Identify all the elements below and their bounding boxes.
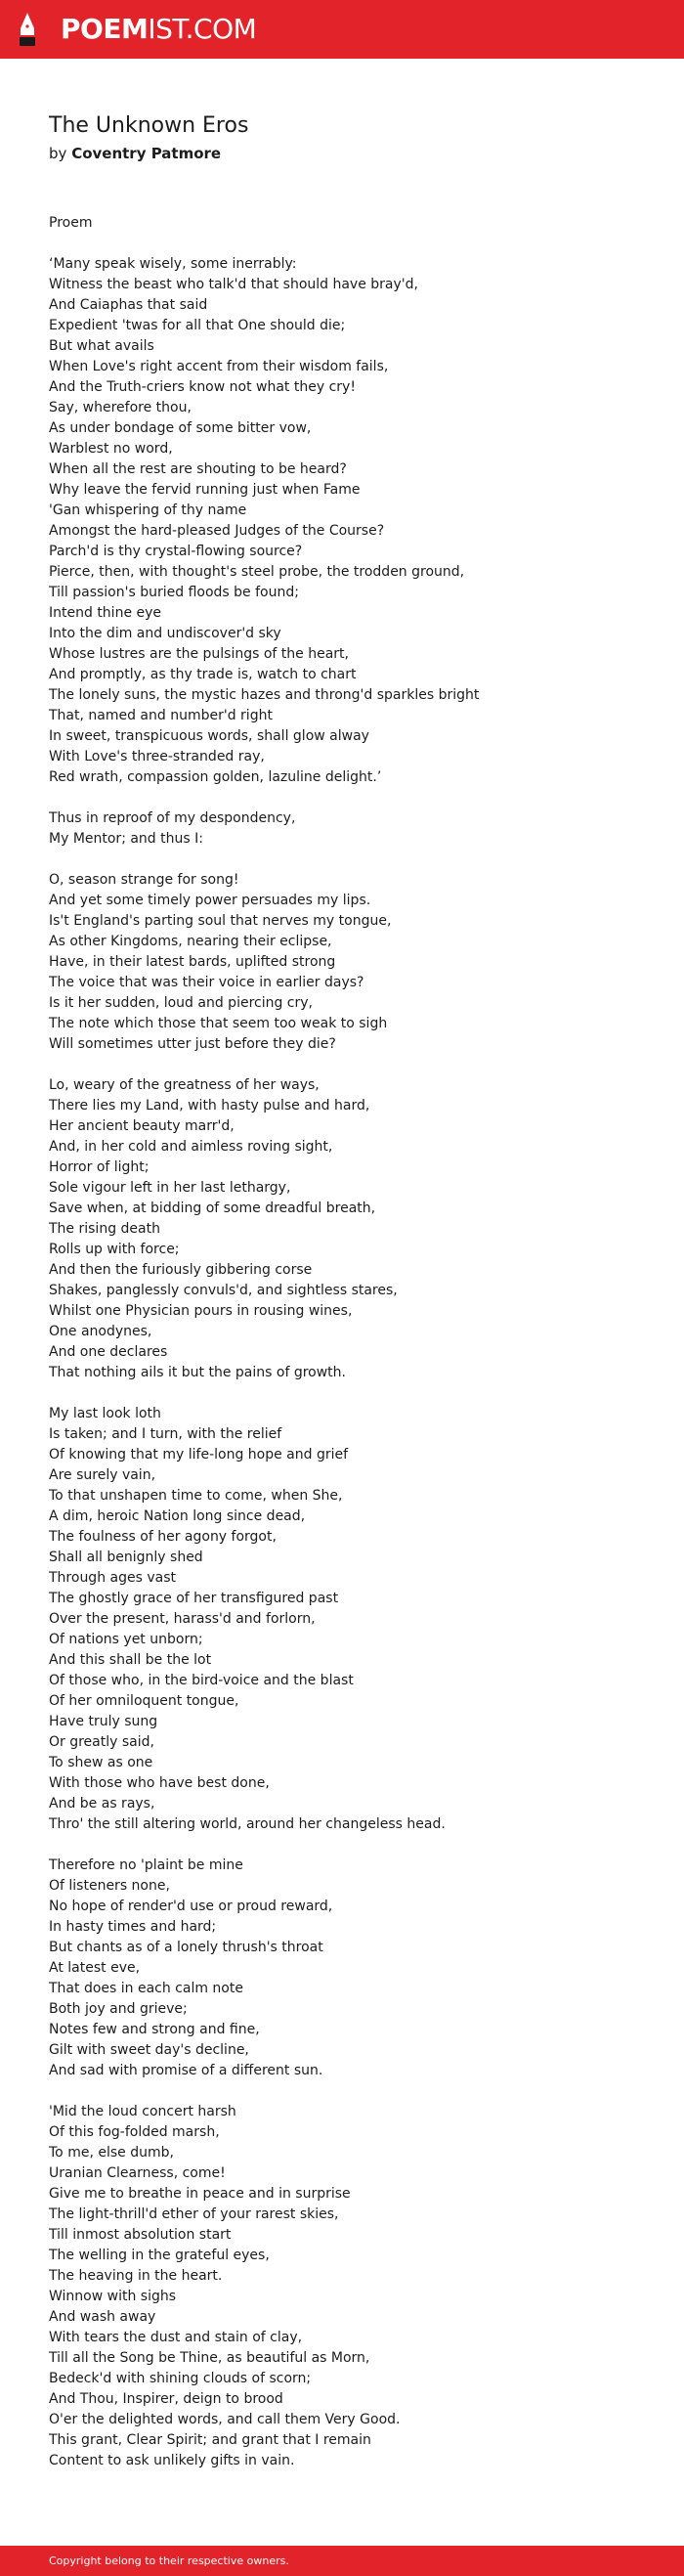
poem-line: Are surely vain, (49, 1467, 156, 1483)
poem-line: Of those who, in the bird-voice and the blast (49, 1673, 354, 1688)
poem-line: Her ancient beauty marr'd, (49, 1118, 235, 1134)
poem-line: O, season strange for song! (49, 872, 239, 888)
poem-line: Till passion's buried floods be found; (49, 585, 299, 600)
poem-line: This grant, Clear Spirit; and grant that I remain (49, 2432, 371, 2448)
poem-line: Sole vigour left in her last lethargy, (49, 1180, 291, 1196)
poem-line: There lies my Land, with hasty pulse and hard, (49, 1098, 370, 1113)
poem-line: Notes few and strong and fine, (49, 2022, 260, 2037)
poem-line: Both joy and grieve; (49, 2001, 188, 2017)
poem-line: Lo, weary of the greatness of her ways, (49, 1077, 320, 1093)
poem-line: Warblest no word, (49, 441, 173, 457)
poem-line: At latest eve, (49, 1960, 141, 1976)
poem-line: Content to ask unlikely gifts in vain. (49, 2453, 295, 2468)
poem-line: And this shall be the lot (49, 1652, 212, 1668)
stanza-break (49, 1383, 655, 1404)
stanza-break (49, 1835, 655, 1856)
poem-line: Give me to breathe in peace and in surprise (49, 2186, 351, 2202)
poem-line: To that unshapen time to come, when She, (49, 1488, 343, 1504)
poem-line: Amongst the hard-pleased Judges of the Course? (49, 523, 385, 539)
poem-line: But what avails (49, 338, 154, 354)
stanza-break (49, 850, 655, 870)
poem-line: That nothing ails it but the pains of growth. (49, 1365, 346, 1380)
poem-line: My last look loth (49, 1406, 161, 1421)
poem-line: Or greatly said, (49, 1734, 154, 1750)
poem-line: Will sometimes utter just before they die? (49, 1036, 336, 1052)
author-name: Coventry Patmore (71, 145, 222, 162)
site-footer (0, 2546, 684, 2576)
poem-line: With those who have best done, (49, 1775, 270, 1791)
poem-line: And Thou, Inspirer, deign to brood (49, 2391, 283, 2407)
poem-line: Save when, at bidding of some dreadful breath, (49, 1201, 376, 1216)
poem-line: Winnow with sighs (49, 2289, 177, 2304)
stanza-break (49, 2081, 655, 2102)
poem-line: The heaving in the heart. (49, 2268, 223, 2284)
poem-line: No hope of render'd use or proud reward, (49, 1899, 333, 1914)
poem-line: To shew as one (49, 1755, 153, 1770)
poem-line: And sad with promise of a different sun. (49, 2063, 323, 2078)
poem-line: My Mentor; and thus I: (49, 831, 203, 847)
poem-line: Through ages vast (49, 1570, 176, 1586)
poem-line: Till all the Song be Thine, as beautiful as Morn, (49, 2350, 370, 2366)
poem-line: And, in her cold and aimless roving sight, (49, 1139, 333, 1155)
poem-line: 'Gan whispering of thy name (49, 502, 247, 518)
poem-line: Why leave the fervid running just when Fame (49, 482, 361, 498)
poem-line: Parch'd is thy crystal-flowing source? (49, 544, 303, 559)
poem-line: And the Truth-criers know not what they cry! (49, 379, 356, 395)
stanza-break (49, 234, 655, 254)
poem-line: Have, in their latest bards, uplifted strong (49, 954, 336, 970)
poem-line: The note which those that seem too weak to sigh (49, 1016, 388, 1031)
poem-line: The rising death (49, 1221, 160, 1237)
poem-line: Expedient 'twas for all that One should die; (49, 318, 346, 333)
poem-line: Gilt with sweet day's decline, (49, 2042, 249, 2058)
poem-line: And yet some timely power persuades my lips. (49, 893, 371, 908)
logo-rest-text: IST.COM (148, 13, 257, 45)
poem-line: Horror of light; (49, 1159, 150, 1175)
poem-line: Of knowing that my life-long hope and grief (49, 1447, 349, 1463)
poem-line: In hasty times and hard; (49, 1919, 217, 1935)
poem-line: And be as rays, (49, 1796, 155, 1812)
poem-line: Proem (49, 215, 93, 231)
poem-line: With tears the dust and stain of clay, (49, 2330, 303, 2345)
poem-line: And promptly, as thy trade is, watch to chart (49, 667, 357, 682)
poem-line: The lonely suns, the mystic hazes and throng'd sparkles bright (49, 687, 480, 703)
poem-line: The welling in the grateful eyes, (49, 2248, 270, 2263)
poem-line: A dim, heroic Nation long since dead, (49, 1508, 306, 1524)
poem-line: Of listeners none, (49, 1878, 170, 1894)
stanza-break (49, 788, 655, 808)
poem-line: Have truly sung (49, 1714, 158, 1729)
poem-line: When Love's right accent from their wisdom fails, (49, 359, 389, 374)
poem-line: Is taken; and I turn, with the relief (49, 1426, 282, 1442)
poem-line: Therefore no 'plaint be mine (49, 1857, 243, 1873)
poem-line: And one declares (49, 1344, 168, 1360)
poem-line: When all the rest are shouting to be heard? (49, 461, 347, 477)
poem-line: Of her omniloquent tongue, (49, 1693, 239, 1709)
byline (49, 144, 221, 163)
poem-line: That does in each calm note (49, 1981, 243, 1996)
poem-line: The light-thrill'd ether of your rarest skies, (49, 2206, 339, 2222)
poem-line: Of this fog-folded marsh, (49, 2124, 220, 2140)
poem-title: The Unknown Eros (49, 113, 249, 138)
poem-line: That, named and number'd right (49, 708, 273, 723)
poem-line: Whilst one Physician pours in rousing wines, (49, 1303, 353, 1319)
poem-line: O'er the delighted words, and call them Very Good. (49, 2412, 401, 2427)
copyright-notice: Copyright belong to their respective owners. (49, 2554, 289, 2567)
logo-bold-text: POEM (61, 13, 149, 45)
byline-prefix: by (49, 145, 67, 162)
poem-line: As under bondage of some bitter vow, (49, 420, 312, 436)
poem-line: Whose lustres are the pulsings of the heart, (49, 646, 349, 662)
poem-line: Intend thine eye (49, 605, 162, 621)
poem-line: And Caiaphas that said (49, 297, 208, 313)
poem-line: As other Kingdoms, nearing their eclipse, (49, 934, 332, 949)
poem-line: 'Mid the loud concert harsh (49, 2104, 236, 2119)
poem-line: Till inmost absolution start (49, 2227, 232, 2243)
poem-line: Thro' the still altering world, around her changeless head. (49, 1816, 446, 1832)
poem-line: Shakes, panglessly convuls'd, and sightless stares, (49, 1283, 398, 1298)
poem-line: Say, wherefore thou, (49, 400, 192, 415)
poem-line: Rolls up with force; (49, 1242, 180, 1257)
poem-line: Shall all benignly shed (49, 1550, 203, 1565)
poem-line: One anodynes, (49, 1324, 152, 1339)
poem-line: Uranian Clearness, come! (49, 2165, 226, 2181)
poem-line: Red wrath, compassion golden, lazuline delight.’ (49, 769, 382, 785)
poem-line: In sweet, transpicuous words, shall glow alway (49, 728, 369, 744)
poem-line: ‘Many speak wisely, some inerrably: (49, 256, 297, 272)
poem-line: Over the present, harass'd and forlorn, (49, 1611, 316, 1627)
poem-line: Witness the beast who talk'd that should have bray'd, (49, 277, 418, 292)
pen-nib-icon[interactable] (18, 12, 37, 47)
poem-line: The foulness of her agony forgot, (49, 1529, 277, 1545)
poem-line: The voice that was their voice in earlier days? (49, 975, 364, 990)
site-header (0, 0, 684, 59)
poem-line: Pierce, then, with thought's steel probe, the trodden ground, (49, 564, 465, 580)
poem-line: The ghostly grace of her transfigured past (49, 1591, 339, 1606)
poem-line: Into the dim and undiscover'd sky (49, 626, 281, 641)
poem-line: Bedeck'd with shining clouds of scorn; (49, 2371, 312, 2386)
poem-line: Thus in reproof of my despondency, (49, 810, 296, 826)
poem-line: And wash away (49, 2309, 156, 2325)
poem-line: To me, else dumb, (49, 2145, 174, 2161)
poem-line: And then the furiously gibbering corse (49, 1262, 313, 1278)
poem-body (49, 213, 655, 2471)
site-logo[interactable] (61, 12, 256, 47)
poem-line: But chants as of a lonely thrush's throat (49, 1940, 323, 1955)
poem-line: Is't England's parting soul that nerves my tongue, (49, 913, 392, 929)
poem-line: With Love's three-stranded ray, (49, 749, 265, 764)
poem-line: Of nations yet unborn; (49, 1632, 203, 1647)
stanza-break (49, 1055, 655, 1075)
poem-line: Is it her sudden, loud and piercing cry, (49, 995, 313, 1011)
